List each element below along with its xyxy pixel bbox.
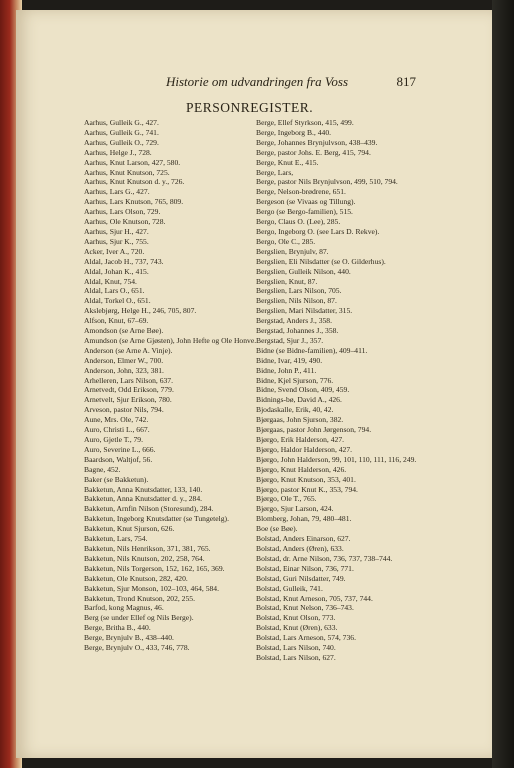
index-entry: Aarhus, Lars Olson, 729. (84, 207, 161, 217)
index-entry: Bolstad, Lars Nilson, 627. (256, 652, 336, 662)
index-entry: Bjørgaas, John Sjurson, 382. (256, 415, 344, 425)
index-entry: Arveson, pastor Nils, 794. (84, 405, 164, 415)
index-entry: Bolstad, Knut (Øren), 633. (256, 623, 338, 633)
index-entry: Baker (se Bakketun). (84, 474, 149, 484)
index-entry: Bolstad, Einar Nilson, 736, 771. (256, 563, 354, 573)
index-entry: Bolstad, dr. Arne Nilson, 736, 737, 738–744. (256, 553, 393, 563)
index-entry: Berge, Britha B., 440. (84, 623, 151, 633)
index-entry: Aldal, Knut, 754. (84, 276, 137, 286)
index-entry: Auro, Gjetle T., 79. (84, 435, 143, 444)
index-entry: Bakketun, Arnfin Nilson (Storesund), 284. (84, 504, 214, 514)
index-entry: Aldal, Lars O., 651. (84, 286, 145, 296)
index-entry: Anderson (se Arne A. Vinje). (84, 345, 173, 355)
index-entry: Anderson, Elmer W., 700. (84, 355, 164, 365)
index-entry: Amundson (se Arne Gjøsten), John Hefte og Ole Honve. (84, 335, 257, 345)
index-entry: Bergslien, Gulleik Nilson, 440. (256, 266, 351, 276)
index-entry: Aarhus, Gulleik O., 729. (84, 137, 159, 147)
index-entry: Bergo, Ingeborg O. (see Lars D. Rekve). (256, 226, 380, 236)
index-entry: Bolstad, Lars Nilson, 740. (256, 643, 336, 653)
index-entry: Aarhus, Sjur H., 427. (84, 226, 149, 236)
index-entry: Bidne, Ivar, 419, 490. (256, 355, 323, 365)
index-entry: Bergstad, Johannes J., 358. (256, 326, 339, 336)
index-entry: Bjørgo, pastor Knut K., 353, 794. (256, 484, 358, 494)
index-entry: Bidne (se Bidne-familien), 409–411. (256, 345, 368, 355)
index-entry: Bakketun, Ole Knutson, 282, 420. (84, 573, 188, 583)
index-entry: Bergslien, Brynjulv, 87. (256, 246, 329, 256)
index-entry: Aarhus, Lars G., 427. (84, 187, 150, 197)
index-entry: Arnetvelt, Sjur Erikson, 780. (84, 395, 172, 405)
index-entry: Bakketun, Nils Knutson, 202, 258, 764. (84, 553, 205, 563)
index-entry: Auro, Christi L., 667. (84, 425, 150, 435)
running-title: Historie om udvandringen fra Voss (166, 74, 348, 89)
index-entry: Berge, Ellef Styrkson, 415, 499. (256, 118, 354, 127)
index-entry: Bidne, Kjel Sjurson, 776. (256, 375, 334, 385)
index-entry: Bolstad, Anders Einarson, 627. (256, 534, 351, 544)
index-entry: Bolstad, Anders (Øren), 633. (256, 543, 344, 553)
index-entry: Berge, Ingeborg B., 440. (256, 127, 332, 137)
index-entry: Bolstad, Gulleik, 741. (256, 583, 323, 593)
index-entry: Berge, Brynjulv O., 433, 746, 778. (84, 643, 190, 653)
index-entry: Bergeson (se Vivaas og Tillung). (256, 197, 356, 207)
index-entry: Aldal, Johan K., 415. (84, 266, 149, 276)
index-entry: Bakketun, Lars, 754. (84, 534, 148, 544)
index-entry: Bjodaskalle, Erik, 40, 42. (256, 405, 334, 415)
index-entry: Blomberg, Johan, 79, 480–481. (256, 514, 352, 524)
index-entry: Barfod, kong Magnus, 46. (84, 603, 164, 613)
index-column-left (84, 118, 259, 653)
index-entry: Bjørgo, Erik Halderson, 427. (256, 435, 345, 444)
index-entry: Bergslien, Knut, 87. (256, 276, 318, 286)
index-entry: Anderson, John, 323, 381. (84, 365, 164, 375)
book-cover-edge (492, 0, 514, 768)
index-entry: Aldal, Torkel O., 651. (84, 296, 151, 306)
index-entry: Bergstad, Anders J., 358. (256, 316, 333, 326)
page-number: 817 (396, 74, 416, 89)
index-entry: Bolstad, Guri Nilsdatter, 749. (256, 573, 346, 583)
index-entry: Auro, Severine L., 666. (84, 444, 156, 454)
index-entry: Aarhus, Sjur K., 755. (84, 236, 149, 246)
index-entry: Bakketun, Sjur Monson, 102–103, 464, 584. (84, 583, 220, 593)
index-entry: Arnetvedt, Odd Erikson, 779. (84, 385, 174, 395)
index-entry: Boe (se Bøe). (256, 524, 298, 534)
index-entry: Bjørgo, Sjur Larson, 424. (256, 504, 334, 514)
index-entry: Aune, Mrs. Ole, 742. (84, 415, 149, 425)
index-entry: Bagne, 452. (84, 464, 121, 474)
index-entry: Bidne, John P., 411. (256, 365, 317, 375)
index-entry: Bakketun, Anna Knutsdatter d. y., 284. (84, 494, 203, 504)
index-entry: Berge, Brynjulv B., 438–440. (84, 633, 174, 643)
index-entry: Berge, Lars, (256, 167, 294, 177)
index-entry: Aarhus, Gulleik G., 741. (84, 127, 159, 137)
index-entry: Berg (se under Ellef og Nils Berge). (84, 613, 194, 623)
index-entry: Bolstad, Knut Arneson, 705, 737, 744. (256, 593, 373, 603)
index-entry: Bjørgo, Knut Knutson, 353, 401. (256, 474, 356, 484)
index-entry: Aldal, Jacob H., 737, 743. (84, 256, 164, 266)
index-entry: Bergslien, Mari Nilsdatter, 315. (256, 306, 353, 316)
index-entry: Bjørgo, Haldor Halderson, 427. (256, 444, 353, 454)
index-entry: Bakketun, Trond Knutson, 202, 255. (84, 593, 195, 603)
index-entry: Akslebjørg, Helge H., 246, 705, 807. (84, 306, 197, 316)
section-title: PERSONREGISTER. (186, 100, 314, 115)
index-entry: Berge, Johannes Brynjulvson, 438–439. (256, 137, 378, 147)
index-entry: Berge, Knut E., 415. (256, 157, 319, 167)
index-entry: Bakketun, Knut Sjurson, 626. (84, 524, 175, 534)
index-column-right (256, 118, 442, 663)
index-entry: Bidnings-bø, David A., 426. (256, 395, 342, 405)
index-entry: Bergo, Claus O. (Lee), 285. (256, 217, 341, 227)
index-entry: Aarhus, Ole Knutson, 728. (84, 217, 166, 227)
index-entry: Bolstad, Lars Arneson, 574, 736. (256, 633, 356, 643)
index-entry: Bidne, Svend Olson, 409, 459. (256, 385, 350, 395)
index-entry: Berge, Nelson-brødrene, 651. (256, 187, 346, 197)
index-entry: Aarhus, Lars Knutson, 765, 809. (84, 197, 184, 207)
index-entry: Bakketun, Ingeborg Knutsdatter (se Tungetelg). (84, 514, 229, 524)
index-entry: Bolstad, Knut Nelson, 736–743. (256, 603, 354, 613)
index-entry: Bjørgo, Ole T., 765. (256, 494, 317, 504)
index-entry: Amondson (se Arne Bøe). (84, 326, 164, 336)
index-entry: Bergslien, Eli Nilsdatter (se O. Gilderhus). (256, 256, 386, 266)
index-entry: Aarhus, Gulleik G., 427. (84, 118, 159, 127)
index-entry: Bakketun, Nils Torgerson, 152, 162, 165, 369. (84, 563, 225, 573)
index-entry: Bakketun, Nils Henrikson, 371, 381, 765. (84, 543, 211, 553)
book-page (16, 10, 492, 758)
index-entry: Aarhus, Knut Knutson d. y., 726. (84, 177, 185, 187)
index-entry: Baardson, Waltjof, 56. (84, 454, 153, 464)
index-entry: Berge, pastor Nils Brynjulvson, 499, 510, 794. (256, 177, 398, 187)
index-entry: Bjørgaas, pastor John Jørgenson, 794. (256, 425, 372, 435)
index-entry: Bolstad, Knut Olson, 773. (256, 613, 336, 623)
index-entry: Acker, Iver A., 720. (84, 246, 145, 256)
index-entry: Bergo (se Bergo-familien), 515. (256, 207, 353, 217)
index-entry: Bjørgo, John Halderson, 99, 101, 110, 111, 116, 249. (256, 454, 417, 464)
index-entry: Bakketun, Anna Knutsdatter, 133, 140. (84, 484, 203, 494)
index-entry: Bergslien, Nils Nilson, 87. (256, 296, 337, 306)
index-entry: Bjørgo, Knut Halderson, 426. (256, 464, 347, 474)
index-entry: Aarhus, Knut Larson, 427, 580. (84, 157, 181, 167)
index-entry: Aarhus, Knut Knutson, 725. (84, 167, 170, 177)
index-entry: Aarhus, Helge J., 728. (84, 147, 152, 157)
index-entry: Bergstad, Sjur J., 357. (256, 335, 324, 345)
page-header (16, 74, 492, 94)
index-entry: Berge, pastor Johs. E. Berg, 415, 794. (256, 147, 371, 157)
index-entry: Bergo, Ole C., 285. (256, 236, 316, 246)
index-entry: Arhelleren, Lars Nilson, 637. (84, 375, 173, 385)
index-entry: Alfson, Knut, 67–69. (84, 316, 149, 326)
index-entry: Bergslien, Lars Nilson, 705. (256, 286, 342, 296)
